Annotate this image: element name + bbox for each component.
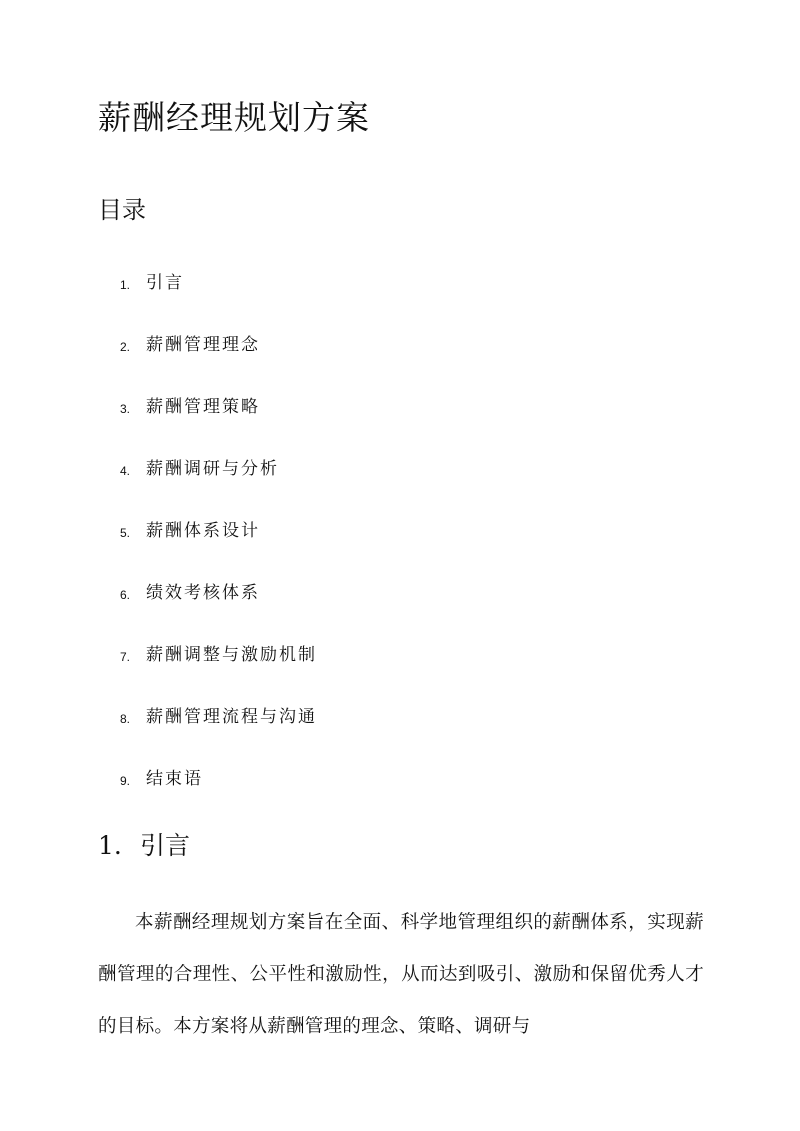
toc-item-number: 1. (120, 278, 131, 292)
toc-item-label: 薪酬管理策略 (146, 397, 260, 417)
toc-item-number: 4. (120, 464, 131, 478)
toc-item-number: 5. (120, 526, 131, 540)
toc-item-8[interactable] (0, 704, 600, 734)
document-title: 薪酬经理规划方案 (98, 98, 370, 137)
toc-item-9[interactable] (0, 766, 600, 796)
toc-item-label: 结束语 (146, 769, 203, 789)
toc-item-label: 薪酬调整与激励机制 (146, 645, 317, 665)
toc-item-5[interactable] (0, 518, 600, 548)
toc-item-number: 2. (120, 340, 131, 354)
toc-item-number: 6. (120, 588, 131, 602)
toc-item-label: 薪酬管理流程与沟通 (146, 707, 317, 727)
toc-item-label: 薪酬管理理念 (146, 335, 260, 355)
toc-item-number: 9. (120, 774, 131, 788)
section-number: 1. (98, 831, 122, 860)
toc-item-1[interactable] (0, 270, 600, 300)
toc-item-label: 薪酬调研与分析 (146, 459, 279, 479)
toc-item-7[interactable] (0, 642, 600, 672)
section-heading-introduction (98, 828, 190, 864)
toc-item-number: 7. (120, 650, 131, 664)
toc-item-3[interactable] (0, 394, 600, 424)
toc-heading: 目录 (98, 196, 146, 224)
toc-item-4[interactable] (0, 456, 600, 486)
toc-item-6[interactable] (0, 580, 600, 610)
toc-item-label: 薪酬体系设计 (146, 521, 260, 541)
toc-item-2[interactable] (0, 332, 600, 362)
section-title: 引言 (140, 831, 191, 860)
toc-item-number: 3. (120, 402, 131, 416)
toc-item-number: 8. (120, 712, 131, 726)
toc-item-label: 引言 (146, 273, 184, 293)
introduction-paragraph: 本薪酬经理规划方案旨在全面、科学地管理组织的薪酬体系，实现薪酬管理的合理性、公平性和激励性，从而达到吸引、激励和保留优秀人才的目标。本方案将从薪酬管理的理念、策略、调研与 (98, 912, 704, 1037)
toc-item-label: 绩效考核体系 (146, 583, 260, 603)
